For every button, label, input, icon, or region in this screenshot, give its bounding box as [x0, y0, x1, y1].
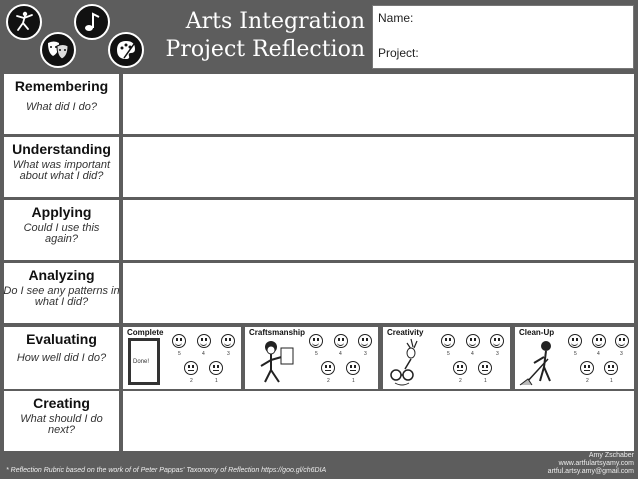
author-name: Amy Zschaber — [588, 452, 634, 459]
score-label: 1 — [610, 378, 613, 384]
section-evaluating — [4, 327, 119, 389]
face-4-icon[interactable] — [466, 334, 480, 348]
section-question: Do I see any patterns in what I did? — [3, 285, 120, 308]
score-label: 4 — [339, 351, 342, 357]
rubric-creativity — [383, 327, 510, 389]
section-heading: Applying — [31, 204, 92, 220]
score-label: 1 — [484, 378, 487, 384]
section-question: How well did I do? — [16, 352, 107, 364]
sweeping-character-icon — [518, 339, 558, 387]
section-understanding — [4, 137, 119, 197]
page-title — [150, 8, 365, 64]
name-project-box[interactable] — [372, 5, 634, 69]
face-3-icon[interactable] — [490, 334, 504, 348]
name-label: Name: — [378, 11, 414, 25]
score-label: 5 — [315, 351, 318, 357]
score-label: 5 — [178, 351, 181, 357]
face-5-icon[interactable] — [309, 334, 323, 348]
answer-applying[interactable] — [123, 200, 634, 260]
score-label: 1 — [215, 378, 218, 384]
score-label: 3 — [364, 351, 367, 357]
face-3-icon[interactable] — [615, 334, 629, 348]
credit-text: * Reflection Rubric based on the work of of Peter Pappas' Taxonomy of Reflection https://goo.gl/ch6DIA — [6, 467, 327, 474]
score-label: 5 — [447, 351, 450, 357]
face-4-icon[interactable] — [592, 334, 606, 348]
answer-understanding[interactable] — [123, 137, 634, 197]
answer-analyzing[interactable] — [123, 263, 634, 323]
face-2-icon[interactable] — [184, 361, 198, 375]
score-label: 2 — [586, 378, 589, 384]
score-label: 2 — [327, 378, 330, 384]
face-3-icon[interactable] — [221, 334, 235, 348]
title-line-2: Project Reflection — [165, 37, 365, 62]
score-label: 4 — [471, 351, 474, 357]
section-creating — [4, 391, 119, 451]
score-label: 2 — [190, 378, 193, 384]
face-1-icon[interactable] — [346, 361, 360, 375]
face-1-icon[interactable] — [604, 361, 618, 375]
face-4-icon[interactable] — [334, 334, 348, 348]
section-heading: Remembering — [14, 78, 109, 94]
section-question: What should I do next? — [20, 413, 103, 436]
section-remembering — [4, 74, 119, 134]
lightbulb-character-icon — [387, 337, 427, 387]
rubric-title: Clean-Up — [519, 328, 555, 337]
rubric-complete — [123, 327, 241, 389]
face-5-icon[interactable] — [441, 334, 455, 348]
section-applying — [4, 200, 119, 260]
score-label: 4 — [597, 351, 600, 357]
section-heading: Analyzing — [28, 267, 95, 283]
rubric-title: Craftsmanship — [249, 328, 306, 337]
section-heading: Creating — [33, 395, 90, 411]
face-2-icon[interactable] — [453, 361, 467, 375]
score-label: 3 — [227, 351, 230, 357]
face-2-icon[interactable] — [580, 361, 594, 375]
section-question: What did I do? — [26, 101, 97, 113]
author-website: www.artfulartsyamy.com — [558, 460, 634, 467]
theater-masks-icon — [40, 32, 76, 68]
artist-girl-icon — [253, 338, 297, 386]
face-4-icon[interactable] — [197, 334, 211, 348]
face-3-icon[interactable] — [358, 334, 372, 348]
face-2-icon[interactable] — [321, 361, 335, 375]
face-1-icon[interactable] — [209, 361, 223, 375]
score-label: 2 — [459, 378, 462, 384]
face-5-icon[interactable] — [172, 334, 186, 348]
score-label: 5 — [574, 351, 577, 357]
section-question: Could I use this again? — [23, 222, 100, 245]
rubric-title: Creativity — [387, 328, 424, 337]
section-heading: Understanding — [12, 141, 111, 157]
score-label: 3 — [620, 351, 623, 357]
rubric-clean-up — [515, 327, 634, 389]
score-label: 3 — [496, 351, 499, 357]
author-email: artful.artsy.amy@gmail.com — [547, 468, 634, 475]
frame-label: Done! — [133, 359, 150, 365]
section-heading: Evaluating — [26, 331, 97, 347]
answer-creating[interactable] — [123, 391, 634, 451]
music-note-icon — [74, 4, 110, 40]
author-info — [548, 452, 634, 476]
dancer-icon — [6, 4, 42, 40]
picture-frame-icon — [128, 338, 160, 385]
section-analyzing — [4, 263, 119, 323]
score-label: 1 — [352, 378, 355, 384]
palette-icon — [108, 32, 144, 68]
project-label: Project: — [378, 46, 419, 60]
face-5-icon[interactable] — [568, 334, 582, 348]
title-line-1: Arts Integration — [185, 9, 365, 34]
score-label: 4 — [202, 351, 205, 357]
rubric-title: Complete — [127, 328, 164, 337]
face-1-icon[interactable] — [478, 361, 492, 375]
rubric-craftsmanship — [245, 327, 378, 389]
answer-remembering[interactable] — [123, 74, 634, 134]
section-question: What was important about what I did? — [12, 159, 111, 182]
